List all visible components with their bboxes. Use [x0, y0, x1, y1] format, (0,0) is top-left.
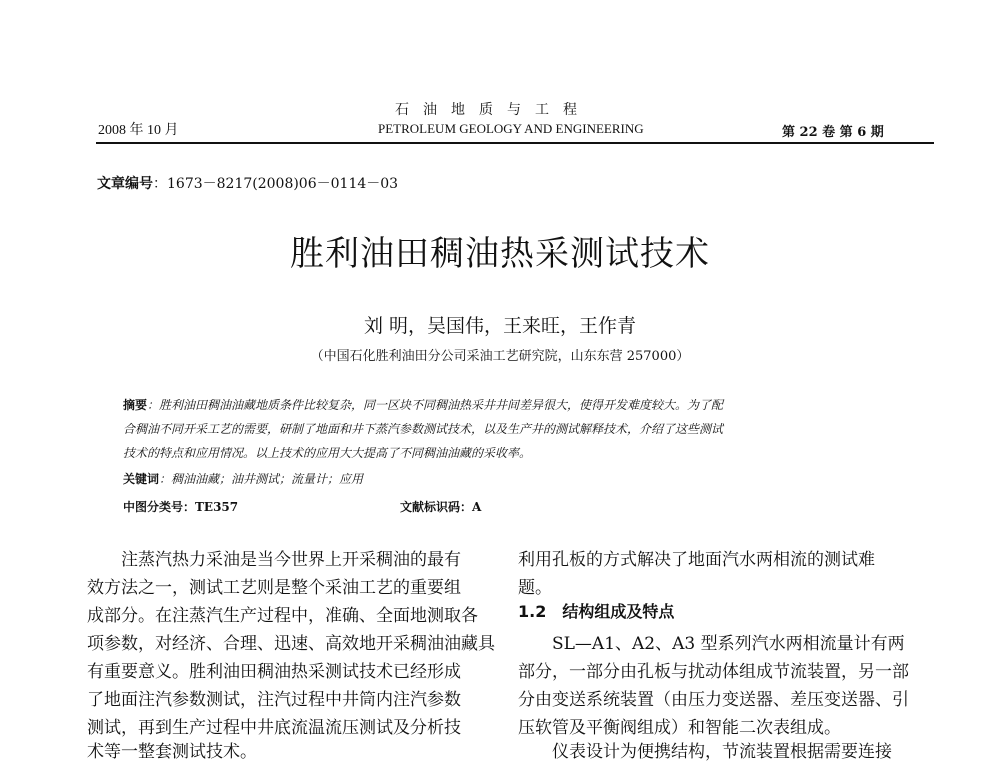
article-number-label: 文章编号 — [97, 176, 153, 192]
volume-issue: 第 22 卷 第 6 期 — [782, 125, 884, 140]
body-right-line-3: SL—A1、A2、A3 型系列汽水两相流量计有两 — [518, 634, 905, 654]
affiliation: （中国石化胜利油田分公司采油工艺研究院，山东东营 257000） — [310, 349, 690, 364]
body-left-line-2: 效方法之一，测试工艺则是整个采油工艺的重要组 — [87, 578, 461, 598]
abstract-line-1 — [123, 396, 723, 413]
abstract-line-2: 合稠油不同开采工艺的需要，研制了地面和井下蒸汽参数测试技术，以及生产井的测试解释技术，介绍了这些测试 — [123, 422, 724, 436]
journal-title-cn: 石油地质与工程 — [395, 102, 591, 118]
body-right-line-5: 分由变送系统装置（由压力变送器、差压变送器、引 — [518, 690, 909, 710]
document-code: 文献标识码：A — [400, 500, 482, 514]
body-right-line-7: 仪表设计为便携结构，节流装置根据需要连接 — [518, 742, 892, 762]
body-left-line-4: 项参数，对经济、合理、迅速、高效地开采稠油油藏具 — [87, 634, 495, 654]
authors: 刘 明，吴国伟，王来旺，王作青 — [363, 315, 637, 337]
header-date: 2008 年 10 月 — [98, 123, 179, 138]
body-left-line-7: 测试，再到生产过程中井底流温流压测试及分析技 — [87, 718, 461, 738]
body-left-line-5: 有重要意义。胜利油田稠油热采测试技术已经形成 — [87, 662, 461, 682]
body-left-line-1: 注蒸汽热力采油是当今世界上开采稠油的最有 — [87, 550, 461, 570]
abstract-label: 摘要 — [123, 398, 148, 412]
body-right-line-4: 部分，一部分由孔板与扰动体组成节流装置，另一部 — [518, 662, 909, 682]
keywords-value: ：稠油油藏；油井测试；流量计；应用 — [159, 472, 364, 486]
body-right-line-6: 压软管及平衡阀组成）和智能二次表组成。 — [518, 718, 841, 738]
keywords-label: 关键词 — [123, 472, 160, 486]
body-left-line-6: 了地面注汽参数测试，注汽过程中井筒内注汽参数 — [87, 690, 461, 710]
body-right-line-2: 题。 — [518, 578, 552, 598]
header-rule — [96, 142, 934, 144]
abstract-line-3: 技术的特点和应用情况。以上技术的应用大大提高了不同稠油油藏的采收率。 — [123, 446, 532, 460]
article-number-value: ：1673－8217(2008)06－0114－03 — [153, 176, 399, 192]
article-number — [97, 173, 398, 193]
section-heading-1-2: 1.2 结构组成及特点 — [518, 602, 675, 621]
body-left-line-8: 术等一整套测试技术。 — [87, 742, 257, 762]
body-right-line-1: 利用孔板的方式解决了地面汽水两相流的测试难 — [518, 550, 875, 570]
paper-title: 胜利油田稠油热采测试技术 — [290, 234, 710, 274]
classification-number: 中图分类号：TE357 — [123, 500, 239, 514]
journal-title-en: PETROLEUM GEOLOGY AND ENGINEERING — [378, 121, 644, 136]
body-left-line-3: 成部分。在注蒸汽生产过程中，准确、全面地测取各 — [87, 606, 478, 626]
abstract-text-1: ：胜利油田稠油油藏地质条件比较复杂，同一区块不同稠油热采井井间差异很大，使得开发难度较大。为了配 — [147, 398, 724, 412]
keywords-line — [123, 470, 363, 487]
